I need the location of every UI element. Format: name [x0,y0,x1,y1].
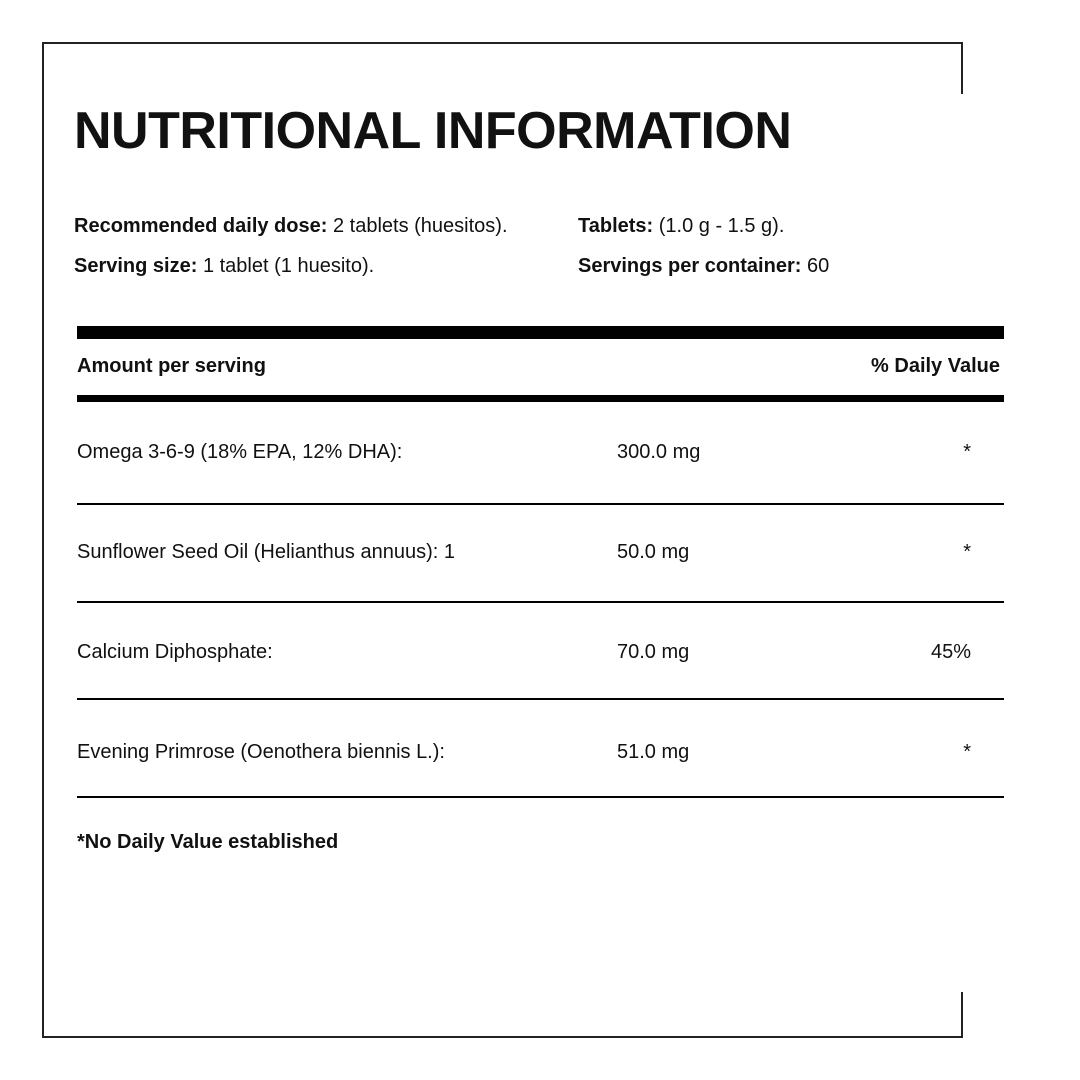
frame-border-right-bottom [961,992,963,1038]
row-3-amount: 70.0 mg [617,641,690,663]
tablets-value: (1.0 g - 1.5 g). [653,215,785,237]
row-1-nutrient-name: Omega 3-6-9 (18% EPA, 12% DHA): [77,441,403,463]
frame-border-right-top [961,42,963,94]
frame-border-bottom [42,1036,963,1038]
tablets-line [578,213,784,239]
row-3-nutrient-name: Calcium Diphosphate: [77,641,273,663]
serving-size-line [74,253,374,279]
row-4-amount: 51.0 mg [617,741,690,763]
serving-size-label: Serving size: [74,255,198,277]
row-4-nutrient-name: Evening Primrose (Oenothera biennis L.): [77,741,445,763]
row-1-daily-value: * [963,441,971,463]
row-1-divider [77,503,1004,505]
serving-size-value: 1 tablet (1 huesito). [197,255,375,277]
table-top-rule [77,326,1004,339]
row-2-divider [77,601,1004,603]
page-title: NUTRITIONAL INFORMATION [74,102,792,160]
daily-dose-value: 2 tablets (huesitos). [327,215,508,237]
servings-per-container-line [578,253,829,279]
header-daily-value: % Daily Value [871,355,1000,377]
daily-dose-label: Recommended daily dose: [74,215,328,237]
servings-per-container-label: Servings per container: [578,255,802,277]
row-2-nutrient-name: Sunflower Seed Oil (Helianthus annuus): 1 [77,541,455,563]
header-amount-per-serving: Amount per serving [77,355,266,377]
row-2-daily-value: * [963,541,971,563]
daily-dose-line [74,213,508,239]
row-4-daily-value: * [963,741,971,763]
row-4-divider [77,796,1004,798]
frame-border-top [42,42,963,44]
footnote: *No Daily Value established [77,831,339,853]
row-3-divider [77,698,1004,700]
servings-per-container-value: 60 [801,255,830,277]
row-1-amount: 300.0 mg [617,441,701,463]
frame-border-left [42,42,44,1038]
tablets-label: Tablets: [578,215,654,237]
table-header-rule [77,395,1004,402]
row-3-daily-value: 45% [930,641,971,663]
row-2-amount: 50.0 mg [617,541,690,563]
